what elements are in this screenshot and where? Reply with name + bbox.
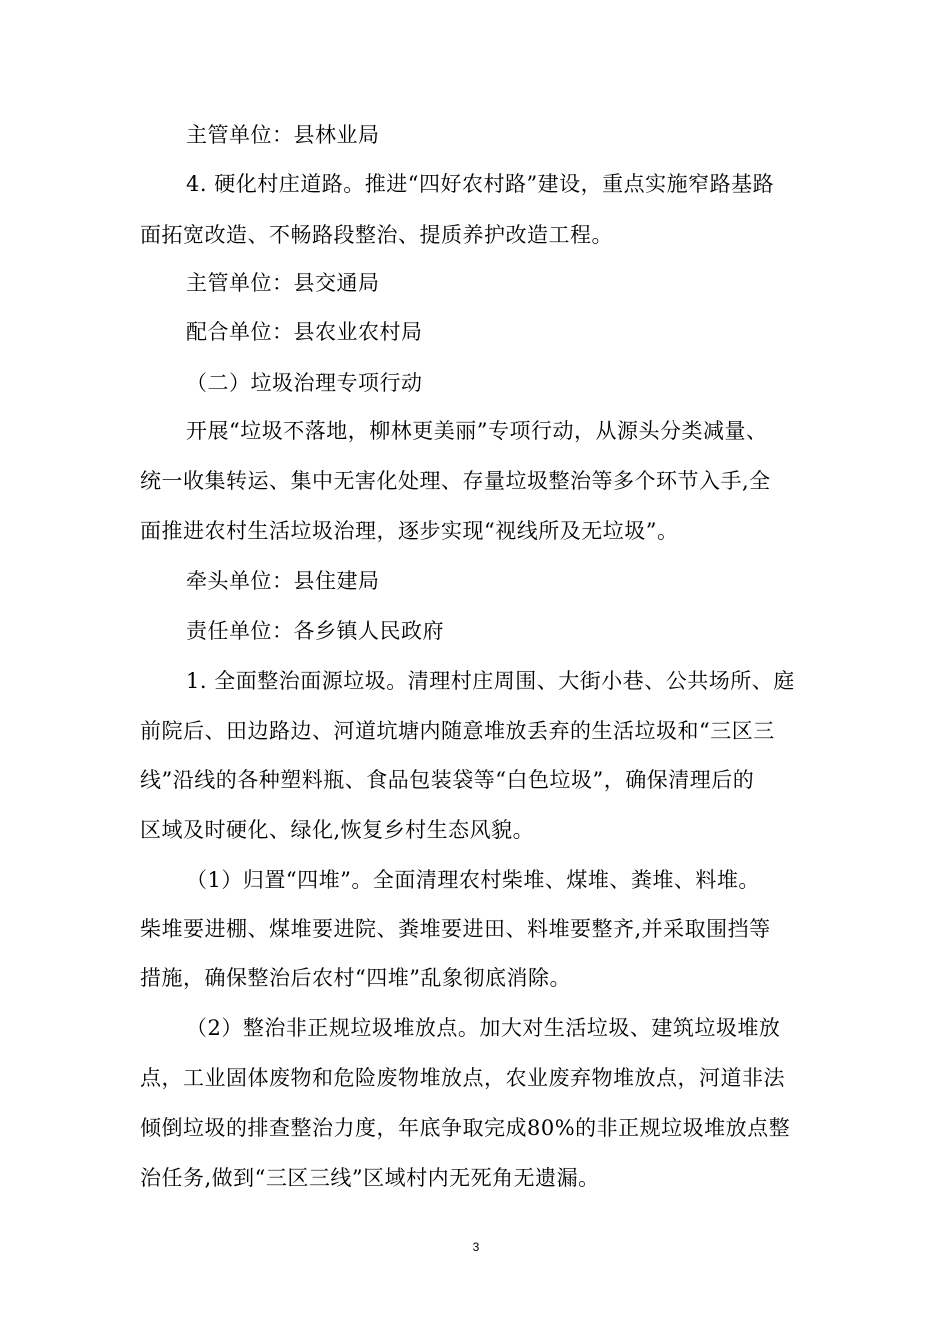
text-line-item-1-garbage-1: 1. 全面整治面源垃圾。清理村庄周围、大街小巷、公共场所、庭	[186, 669, 795, 693]
text-line-cooperating-unit-agriculture: 配合单位：县农业农村局	[186, 320, 423, 344]
text-line-item-4-roads: 4. 硬化村庄道路。推进“四好农村路”建设，重点实施窄路基路	[186, 172, 775, 196]
text-line-leading-unit-housing: 牵头单位：县住建局	[186, 569, 380, 593]
text-line-garbage-intro-1: 开展“垃圾不落地，柳林更美丽”专项行动，从源头分类减量、	[186, 419, 768, 443]
text-line-garbage-intro-2: 统一收集转运、集中无害化处理、存量垃圾整治等多个环节入手,全	[140, 469, 771, 493]
text-line-sub-2-dump-sites-4: 治任务,做到“三区三线”区域村内无死角无遗漏。	[140, 1166, 600, 1190]
text-line-responsible-unit-townships: 责任单位：各乡镇人民政府	[186, 619, 444, 643]
text-line-supervising-unit-forestry: 主管单位：县林业局	[186, 123, 380, 147]
text-line-sub-2-dump-sites-1: （2）整治非正规垃圾堆放点。加大对生活垃圾、建筑垃圾堆放	[186, 1016, 781, 1040]
text-line-item-1-garbage-2: 前院后、田边路边、河道坑塘内随意堆放丢弃的生活垃圾和“三区三	[140, 719, 775, 743]
text-line-item-4-roads-cont: 面拓宽改造、不畅路段整治、提质养护改造工程。	[140, 223, 613, 247]
text-line-sub-2-dump-sites-3: 倾倒垃圾的排查整治力度，年底争取完成80%的非正规垃圾堆放点整	[140, 1116, 791, 1140]
text-line-sub-1-four-piles-1: （1）归置“四堆”。全面清理农村柴堆、煤堆、粪堆、料堆。	[186, 868, 760, 892]
text-line-sub-1-four-piles-2: 柴堆要进棚、煤堆要进院、粪堆要进田、料堆要整齐,并采取围挡等	[140, 917, 771, 941]
page-number: 3	[472, 1240, 480, 1254]
text-line-garbage-intro-3: 面推进农村生活垃圾治理，逐步实现“视线所及无垃圾”。	[140, 519, 679, 543]
section-heading-garbage-action: （二）垃圾治理专项行动	[186, 371, 423, 395]
text-line-sub-2-dump-sites-2: 点，工业固体废物和危险废物堆放点，农业废弃物堆放点，河道非法	[140, 1066, 785, 1090]
text-line-supervising-unit-transport: 主管单位：县交通局	[186, 271, 380, 295]
text-line-sub-1-four-piles-3: 措施，确保整治后农村“四堆”乱象彻底消除。	[140, 966, 571, 990]
text-line-item-1-garbage-3: 线”沿线的各种塑料瓶、食品包装袋等“白色垃圾”，确保清理后的	[140, 768, 755, 792]
text-line-item-1-garbage-4: 区域及时硬化、绿化,恢复乡村生态风貌。	[140, 818, 535, 842]
